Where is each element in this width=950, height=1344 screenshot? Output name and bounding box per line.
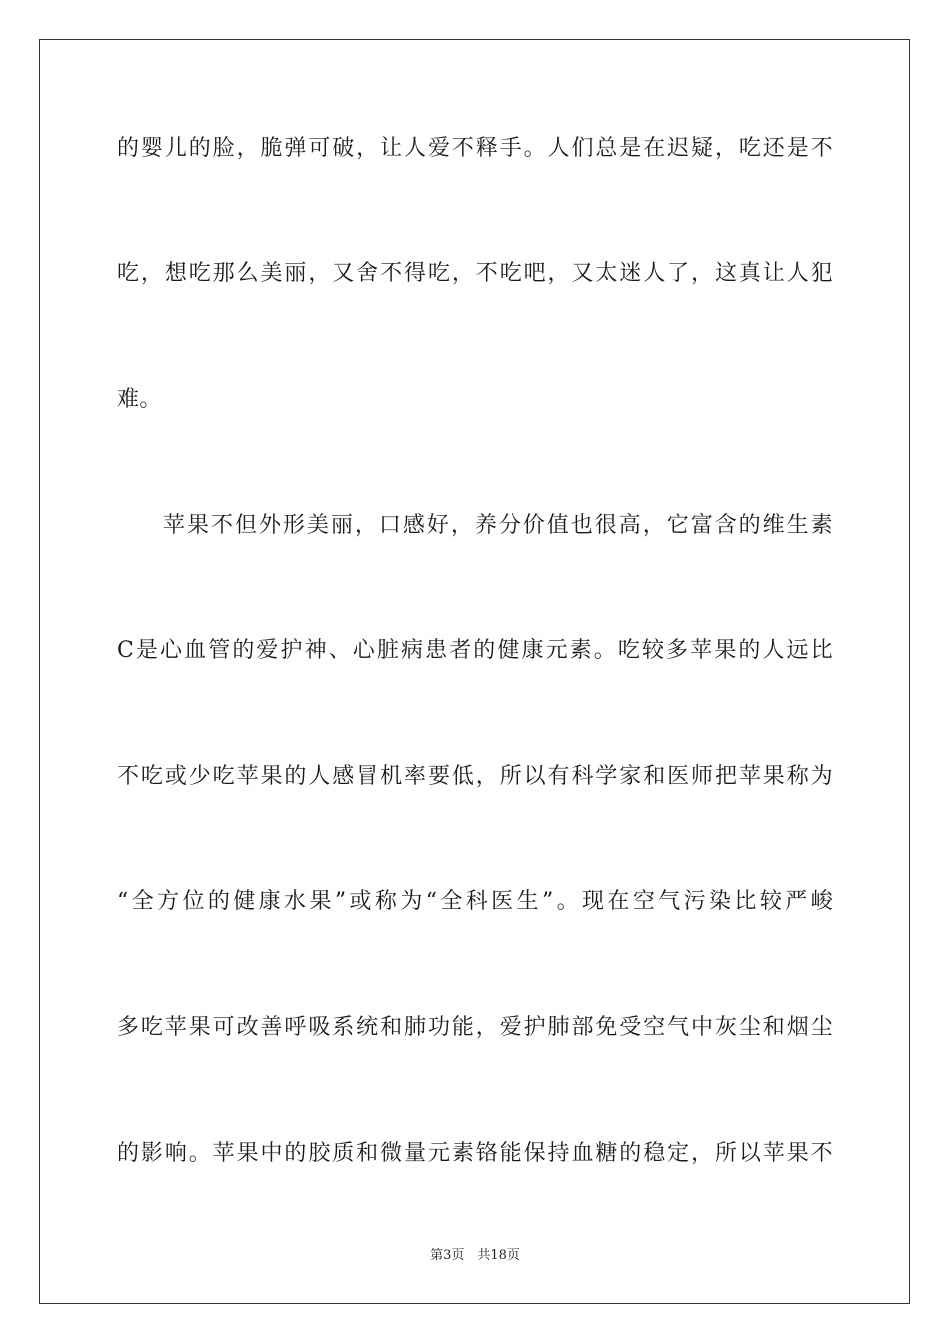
page-border xyxy=(39,39,910,1304)
body-text-line-2: 吃，想吃那么美丽，又舍不得吃，不吃吧，又太迷人了，这真让人犯 xyxy=(117,261,833,286)
body-text-line-9: 的影响。苹果中的胶质和微量元素铬能保持血糖的稳定，所以苹果不 xyxy=(117,1141,833,1166)
page-number: 第3页 共18页 xyxy=(430,1248,520,1263)
body-text-line-4: 苹果不但外形美丽，口感好，养分价值也很高，它富含的维生素 xyxy=(163,513,833,538)
body-text-line-1: 的婴儿的脸，脆弹可破，让人爱不释手。人们总是在迟疑，吃还是不 xyxy=(117,136,833,161)
body-text-line-8: 多吃苹果可改善呼吸系统和肺功能，爱护肺部免受空气中灰尘和烟尘 xyxy=(117,1015,833,1040)
body-text-line-6: 不吃或少吃苹果的人感冒机率要低，所以有科学家和医师把苹果称为 xyxy=(117,764,833,789)
body-text-line-5: C是心血管的爱护神、心脏病患者的健康元素。吃较多苹果的人远比 xyxy=(117,638,833,663)
body-text-line-3: 难。 xyxy=(117,387,162,412)
body-text-line-7: “全方位的健康水果”或称为“全科医生”。现在空气污染比较严峻 xyxy=(117,889,833,914)
